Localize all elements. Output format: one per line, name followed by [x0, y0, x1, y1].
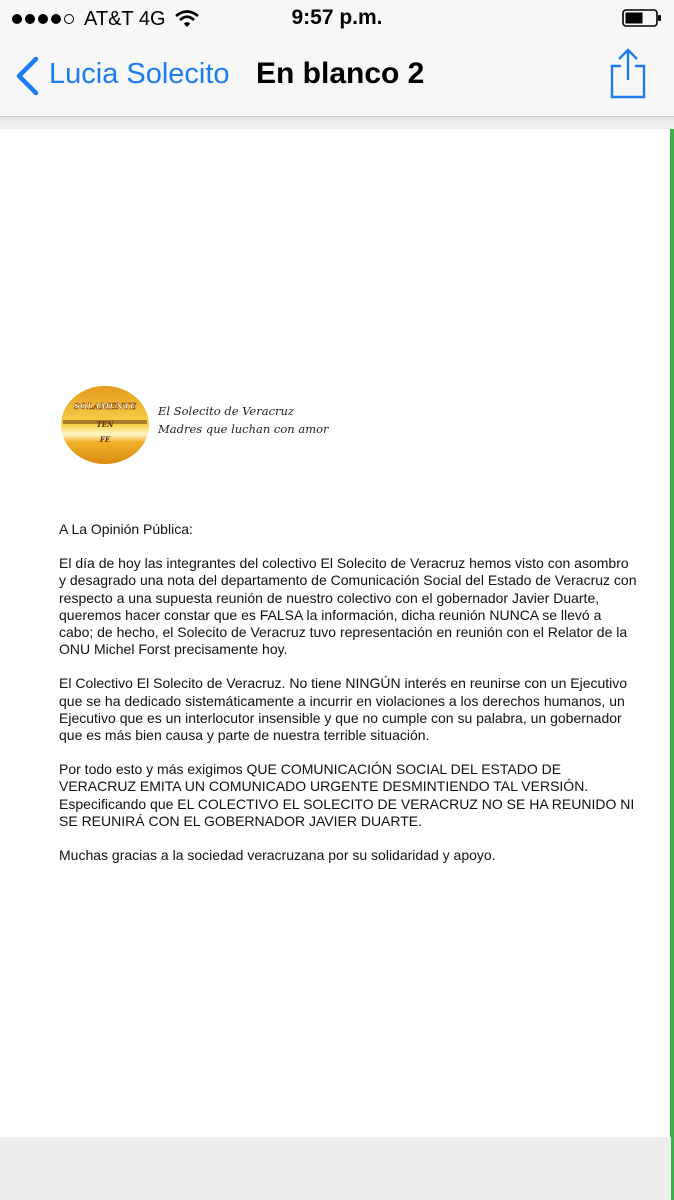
document-top-shadow: [0, 117, 674, 129]
solecito-logo: [60, 385, 152, 465]
org-tagline: Madres que luchan con amor: [158, 422, 329, 436]
logo-line-2: TEN: [96, 420, 114, 429]
logo-caption: [158, 402, 329, 438]
status-bar: [0, 0, 674, 38]
carrier-label: AT&T 4G: [84, 7, 166, 30]
greeting: A La Opinión Pública:: [59, 521, 193, 537]
paragraph: El Colectivo El Solecito de Veracruz. No tiene NINGÚN interés en reunirse con un Ejecutivo que se ha dedicado sistemáticamente a incurrir en violaciones a los derechos humanos, un Ejecutivo que es un interlocutor insensible y que no cumple con su palabra, un gobernador que es más bien causa y parte de nuestra terrible situación.: [59, 675, 628, 744]
paragraph: Por todo esto y más exigimos QUE COMUNICACIÓN SOCIAL DEL ESTADO DE VERACRUZ EMITA UN COMUNICADO URGENTE DESMINTIENDO TAL VERSIÓN. Especificando que EL COLECTIVO EL SOLECITO DE VERACRUZ NO SE HA REUNIDO NI SE REUNIRÁ CON EL GOBERNADOR JAVIER DUARTE.: [59, 761, 635, 829]
back-chevron-icon[interactable]: [14, 56, 40, 96]
logo-line-1: SOLAMENTE: [73, 402, 137, 412]
page-title: En blanco 2: [256, 57, 425, 90]
back-button[interactable]: Lucia Solecito: [49, 58, 230, 90]
logo-line-3: FE: [99, 435, 111, 444]
document-bottom-area: [0, 1137, 674, 1200]
share-icon[interactable]: [608, 48, 648, 100]
document-body: [59, 521, 639, 881]
org-name: El Solecito de Veracruz: [158, 404, 294, 418]
status-time: 9:57 p.m.: [291, 6, 383, 29]
battery-icon: [622, 9, 662, 27]
paragraph: Muchas gracias a la sociedad veracruzana por su solidaridad y apoyo.: [59, 847, 496, 864]
paragraph: El día de hoy las integrantes del colectivo El Solecito de Veracruz hemos visto con asombro y desagrado una nota del departamento de Comunicación Social del Estado de Veracruz con respecto a una supuesta reunión de nuestro colectivo con el gobernador Javier Duarte, queremos hacer constar que es FALSA la información, dicha reunión NUNCA se llevó a cabo; de hecho, el Solecito de Veracruz tuvo representación en reunión con el Relator de la ONU Michel Forst precisamente hoy.: [59, 555, 637, 658]
